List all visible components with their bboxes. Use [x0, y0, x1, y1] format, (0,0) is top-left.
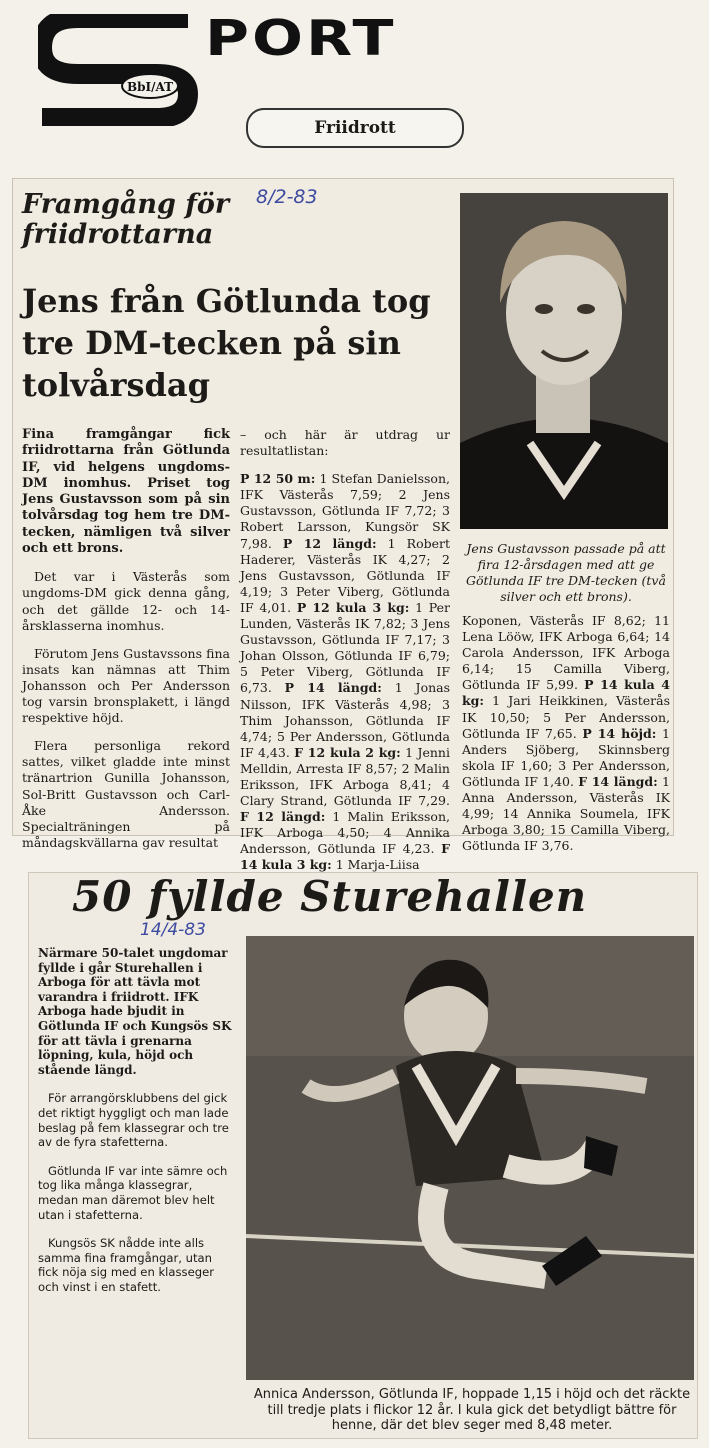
logo-badge: BbI/AT [126, 80, 174, 94]
article1-headline: Jens från Götlunda tog tre DM-tecken på sin tolvårsdag [22, 282, 431, 404]
result-class: F 12 längd: [240, 809, 326, 825]
result-text: 1 Stefan Danielsson, IFK Västerås 7,59; 2 Jens Gustavsson, Götlunda IF 7,72; 3 Robert Larsson, Kungsör SK 7,98. [240, 471, 450, 551]
result-text: 1 Malin Eriksson, IFK Arboga 4,50; 4 Annika Andersson, Götlunda IF 4,23. [240, 809, 450, 857]
article1-column-2 [240, 427, 450, 886]
result-text: 1 Jari Heikkinen, Västerås IK 10,50; 5 Per Andersson, Götlunda IF 7,65. [462, 693, 670, 741]
article2-headline: 50 fyllde Sturehallen [72, 872, 588, 921]
result-class: F 14 längd: [578, 773, 658, 789]
article2-paragraph: Götlunda IF var inte sämre och tog lika många klassegrar, medan man däremot blev helt utan i stafetterna. [38, 1163, 228, 1222]
result-class: P 12 längd: [282, 535, 377, 551]
article2-photo-high-jump [246, 936, 694, 1380]
result-text: 1 Per Lunden, Västerås IK 7,82; 3 Jens Gustavsson, Götlunda IF 7,17; 3 Johan Olsson, Götlunda IF 6,79; 5 Peter Viberg, Götlunda IF 6,73. [240, 599, 450, 696]
article1-paragraph: Det var i Västerås som ungdoms-DM gick denna gång, och det gällde 12- och 14-årsklasserna inomhus. [22, 569, 230, 633]
result-class: P 14 kula 4 kg: [462, 677, 670, 709]
masthead-title: PORT [205, 10, 397, 68]
sport-logo-s [38, 14, 200, 126]
result-class: P 14 längd: [284, 680, 382, 696]
article2-column [38, 946, 234, 1308]
result-text: 1 Marja-Liisa [331, 857, 420, 873]
article1-column-1 [22, 427, 230, 863]
article1-photo [460, 193, 668, 529]
result-text: 1 Anders Sjöberg, Skinnsberg skola IF 1,60; 3 Per Andersson, Götlunda IF 1,40. [462, 725, 670, 789]
article2-paragraph: Kungsös SK nådde inte alls samma fina framgångar, utan fick nöja sig med en klasseger och vinst i en stafett. [38, 1236, 214, 1294]
article1-paragraph: Förutom Jens Gustavssons fina insats kan nämnas att Thim Johansson och Per Andersson tog varsin bronsplakett, i längd respektive höjd. [22, 645, 230, 726]
article1-paragraph: Flera personliga rekord sattes, vilket gladde inte minst tränartrion Gunilla Johansson, Sol-Britt Gustavsson och Carl-Åke Andersson. Specialträningen på måndagskvällarna gav resultat [22, 738, 230, 850]
article1-photo-caption: Jens Gustavsson passade på att fira 12-årsdagen med att ge Götlunda IF tre DM-tecken (två silver och ett brons). [466, 541, 666, 604]
article1-column-3 [462, 613, 670, 866]
article2-photo-caption: Annica Andersson, Götlunda IF, hoppade 1,15 i höjd och det räckte till tredje plats i flickor 12 år. I kula gick det betydligt bättre för henne, där det blev seger med 8,48 meter. [253, 1387, 691, 1433]
results-list [240, 471, 450, 873]
result-class: P 14 höjd: [582, 725, 657, 741]
result-text: 1 Robert Haderer, Västerås IK 4,27; 2 Jens Gustavsson, Götlunda IF 4,19; 3 Peter Viberg, Götlunda IF 4,01. [240, 535, 451, 615]
section-label: Friidrott [246, 108, 464, 148]
article1-lead: Fina framgångar fick friidrottarna från Götlunda IF, vid helgens ungdoms-DM inomhus. Priset tog Jens Gustavsson som på sin tolvårsdag tog hem tre DM-tecken, nämligen två silver och ett brons. [22, 427, 230, 557]
result-class: P 12 50 m: [240, 471, 316, 487]
result-text: Koponen, Västerås IF 8,62; 11 Lena Lööw, IFK Arboga 6,64; 14 Carola Andersson, IFK Arboga 6,14; 15 Camilla Viberg, Götlunda IF 5,99. [462, 613, 670, 693]
result-text: 1 Jenni Melldin, Arresta IF 8,57; 2 Malin Eriksson, IFK Arboga 8,41; 4 Clary Strand, Götlunda IF 7,29. [240, 744, 450, 809]
article2-paragraph: För arrangörsklubbens del gick det riktigt hyggligt och man lade beslag på fem klassegrar och tre av de fyra stafetterna. [38, 1091, 229, 1150]
results-list-continued [462, 613, 670, 854]
result-text: 1 Anna Andersson, Västerås IK 4,99; 14 Annika Soumela, IFK Arboga 3,80; 15 Camilla Viberg, Götlunda IF 3,76. [462, 773, 670, 854]
result-class: P 12 kula 3 kg: [296, 599, 410, 615]
article1-kicker: Framgång för friidrottarna [22, 189, 230, 250]
results-intro: – och här är utdrag ur resultatlistan: [240, 427, 450, 459]
article2-handwritten-date: 14/4-83 [140, 920, 206, 940]
result-class: F 14 kula 3 kg: [240, 841, 450, 873]
result-text: 1 Jonas Nilsson, IFK Västerås 4,98; 3 Thim Johansson, Götlunda IF 4,74; 5 Per Andersson, Götlunda IF 4,43. [240, 680, 451, 760]
result-class: F 12 kula 2 kg: [294, 744, 401, 760]
article1-handwritten-date: 8/2-83 [256, 186, 318, 208]
article2-lead: Närmare 50-talet ungdomar fyllde i går Sturehallen i Arboga för att tävla mot varandra i friidrott. IFK Arboga hade bjudit in Götlunda IF och Kungsös SK för att tävla i grenarna löpning, kula, höjd och stående längd. [38, 946, 232, 1077]
